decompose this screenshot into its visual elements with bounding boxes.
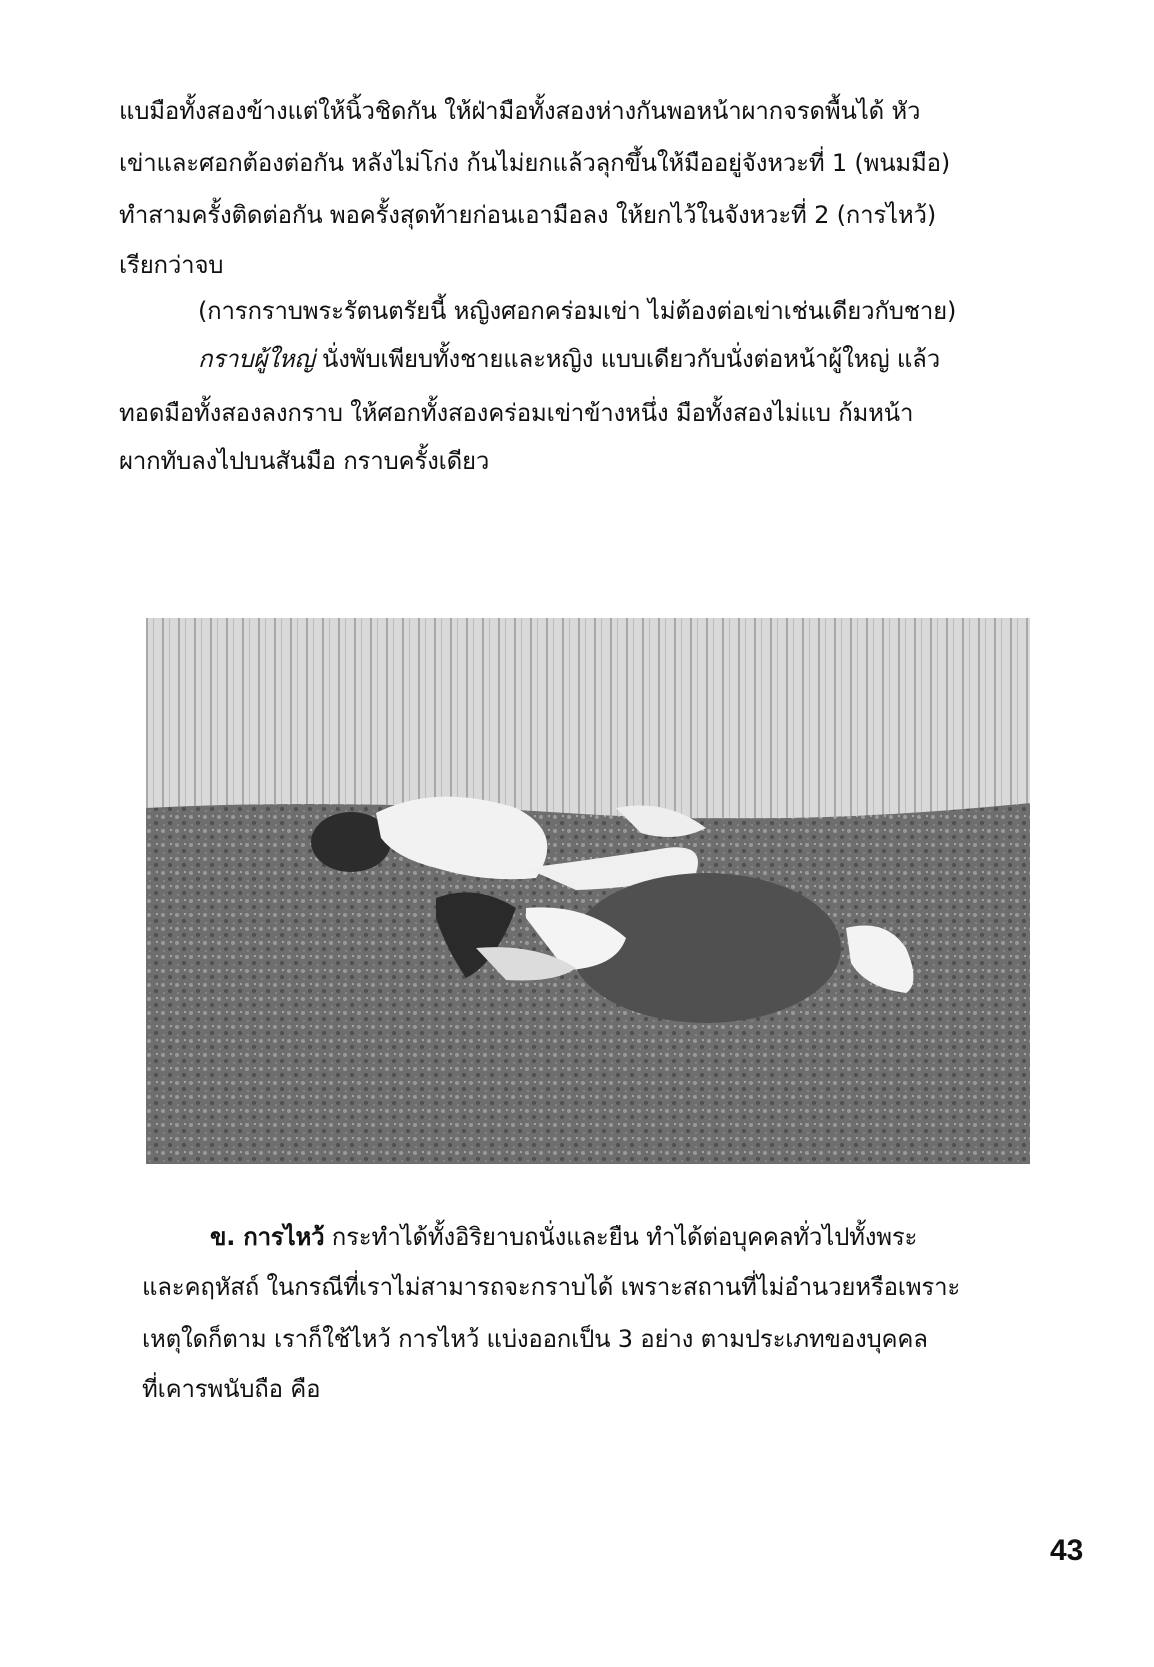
elder-paragraph-first-line [198,344,940,374]
wai-section-heading: ข. การไหว้ [210,1223,325,1251]
text-line-2: เข่าและศอกต้องต่อกัน หลังไม่โก่ง ก้นไม่ยกแล้วลุกขึ้นให้มืออยู่จังหวะที่ 1 (พนมมือ) [119,149,951,177]
elder-heading: กราบผู้ใหญ่ [198,345,315,373]
photo-prostration [146,618,1030,1164]
wai-first-line-rest: กระทำได้ทั้งอิริยาบถนั่งและยืน ทำได้ต่อบุคคลทั่วไปทั้งพระ [324,1223,918,1251]
elder-line-3: ผากทับลงไปบนสันมือ กราบครั้งเดียว [119,447,490,475]
wai-line-2: และคฤหัสถ์ ในกรณีที่เราไม่สามารถจะกราบได้ เพราะสถานที่ไม่อำนวยหรือเพราะ [142,1273,961,1301]
elder-line-rest: นั่งพับเพียบทั้งชายและหญิง แบบเดียวกับนั่งต่อหน้าผู้ใหญ่ แล้ว [314,345,940,373]
elder-line-2: ทอดมือทั้งสองลงกราบ ให้ศอกทั้งสองคร่อมเข่าข้างหนึ่ง มือทั้งสองไม่แบ ก้มหน้า [119,399,914,427]
wai-line-4: ที่เคารพนับถือ คือ [142,1375,321,1403]
text-line-1: แบมือทั้งสองข้างแต่ให้นิ้วชิดกัน ให้ฝ่ามือทั้งสองห่างกันพอหน้าผากจรดพื้นได้ หัว [119,97,921,125]
text-line-5-note: (การกราบพระรัตนตรัยนี้ หญิงศอกคร่อมเข่า ไม่ต้องต่อเข่าเช่นเดียวกับชาย) [198,297,957,325]
text-line-3: ทำสามครั้งติดต่อกัน พอครั้งสุดท้ายก่อนเอามือลง ให้ยกไว้ในจังหวะที่ 2 (การไหว้) [119,201,936,229]
text-line-4: เรียกว่าจบ [119,251,224,279]
page-number: 43 [1050,1534,1084,1567]
wai-paragraph-first-line [210,1222,917,1252]
wai-line-3: เหตุใดก็ตาม เราก็ใช้ไหว้ การไหว้ แบ่งออกเป็น 3 อย่าง ตามประเภทของบุคคล [142,1325,928,1353]
